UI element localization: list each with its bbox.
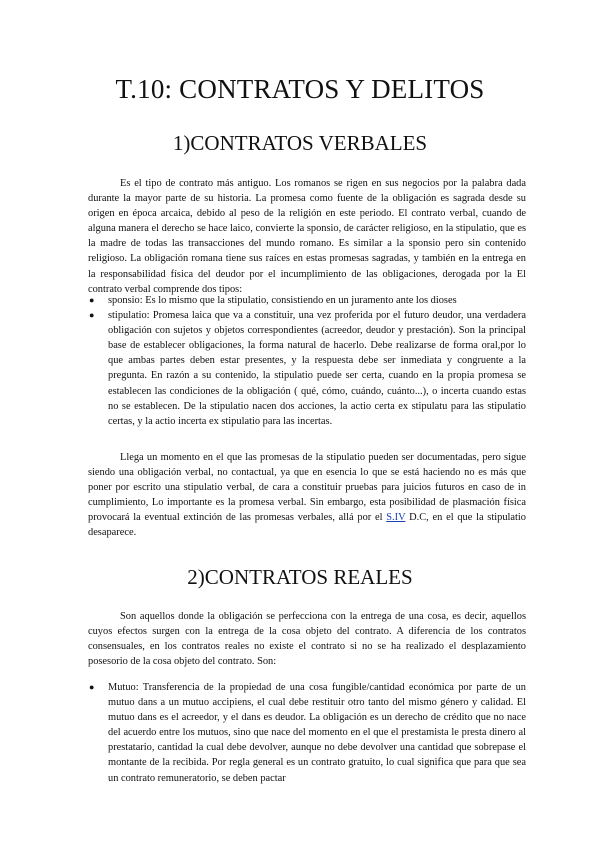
- paragraph-verbales-intro: Es el tipo de contrato más antiguo. Los romanos se rigen en sus negocios por la palabra dada durante la mayor parte de su historia. La promesa como fuente de la obligación es sagrada desde su origen en época arcaica, debido al peso de la religión en este periodo. El contrato verbal, cuando de alguna manera el derecho se hace laico, convierte la sponsio, de carácter religioso, en la stipulatio, que es la madre de todas las transacciones del mundo romano. Es similar a la sponsio pero sin contenido religioso. La obligación romana tiene sus raíces en estas promesas sagradas, y también en la entrega en la responsabilidad física del deudor por el incumplimiento de las obligaciones, derogada por la El contrato verbal comprende dos tipos:: [88, 178, 526, 295]
- bullet-list-verbales: [88, 293, 526, 429]
- section-heading-verbales: 1)CONTRATOS VERBALES: [172, 131, 428, 155]
- list-item-mutuo: ● Mutuo: Transferencia de la propiedad de una cosa fungible/cantidad económica por parte de un mutuo dans a un mutuo accipiens, el cual debe restituir otro tanto del mismo género y calidad. El mutuo dans es el acreedor, y el dans es deudor. La obligación es un derecho de crédito que no nace del acuerdo entre los mutuos, sino que nace del momento en el que el prestamista le presta dinero al prestatario, cantidad la cual debe devolver, aunque no debe devolver una cantidad que sobrepase el montante de la recibida. Por regla general es un contrato gratuito, lo cual significa que para que sea un contrato remuneratorio, se deben pactar: [89, 682, 526, 784]
- section-heading-reales: 2)CONTRATOS REALES: [187, 565, 413, 589]
- list-item-sponsio: ● sponsio: Es lo mismo que la stipulatio, consistiendo en un juramento ante los dioses: [88, 293, 526, 308]
- paragraph-reales-intro: Son aquellos donde la obligación se perfecciona con la entrega de una cosa, es decir, aquellos cuyos efectos surgen con la entrega de la cosa objeto del contrato. A diferencia de los contratos consensuales, en los contratos reales no existe el contrato si no se ha realizado el desplazamiento posesorio de la cosa objeto del contrato. Son:: [88, 611, 526, 668]
- list-item-stipulatio: ● stipulatio: Promesa laica que va a constituir, una vez proferida por el futuro deudor, una verdadera obligación con sujetos y objetos correspondientes (acreedor, deudor y prestación). Son la principal base de establecer obligaciones, la forma natural de hacerlo. Debe realizarse de forma oral,por lo que ambas partes deben estar presentes, y la respuesta debe ser inmediata y congruente a la pregunta. En razón a su contenido, la stipulatio puede ser certa, cuando en la propia promesa se establecen las condiciones de la obligación ( qué, cómo, cuándo, cuánto...), o incerta cuando estas no se establecen. De la stipulatio nacen dos acciones, la actio certa ex stipulatu para las stipulatio certas, y la actio incerta ex stipulatio para las incertas.: [89, 310, 526, 427]
- paragraph-verbales-documentacion: Llega un momento en el que las promesas de la stipulatio pueden ser documentadas, pero sigue siendo una obligación verbal, no contactual, ya que en esencia lo que se está haciendo no es más que poner por escrito una stipulatio verbal, de cara a constituir pruebas para juicios futuros en caso de in cumplimiento, Lo importante es la promesa verbal. Sin embargo, esta posibilidad de plasmación física provocará la eventual extinción de las promesas verbales, allá por el S.IV D.C, en el que la stipulatio desaparece.: [88, 452, 526, 539]
- bullet-icon: ●: [89, 295, 95, 305]
- century-link[interactable]: S.IV: [386, 512, 406, 524]
- bullet-icon: ●: [89, 682, 95, 692]
- bullet-list-reales: [88, 680, 526, 786]
- page-title: T.10: CONTRATOS Y DELITOS: [115, 74, 485, 104]
- bullet-icon: ●: [89, 310, 95, 321]
